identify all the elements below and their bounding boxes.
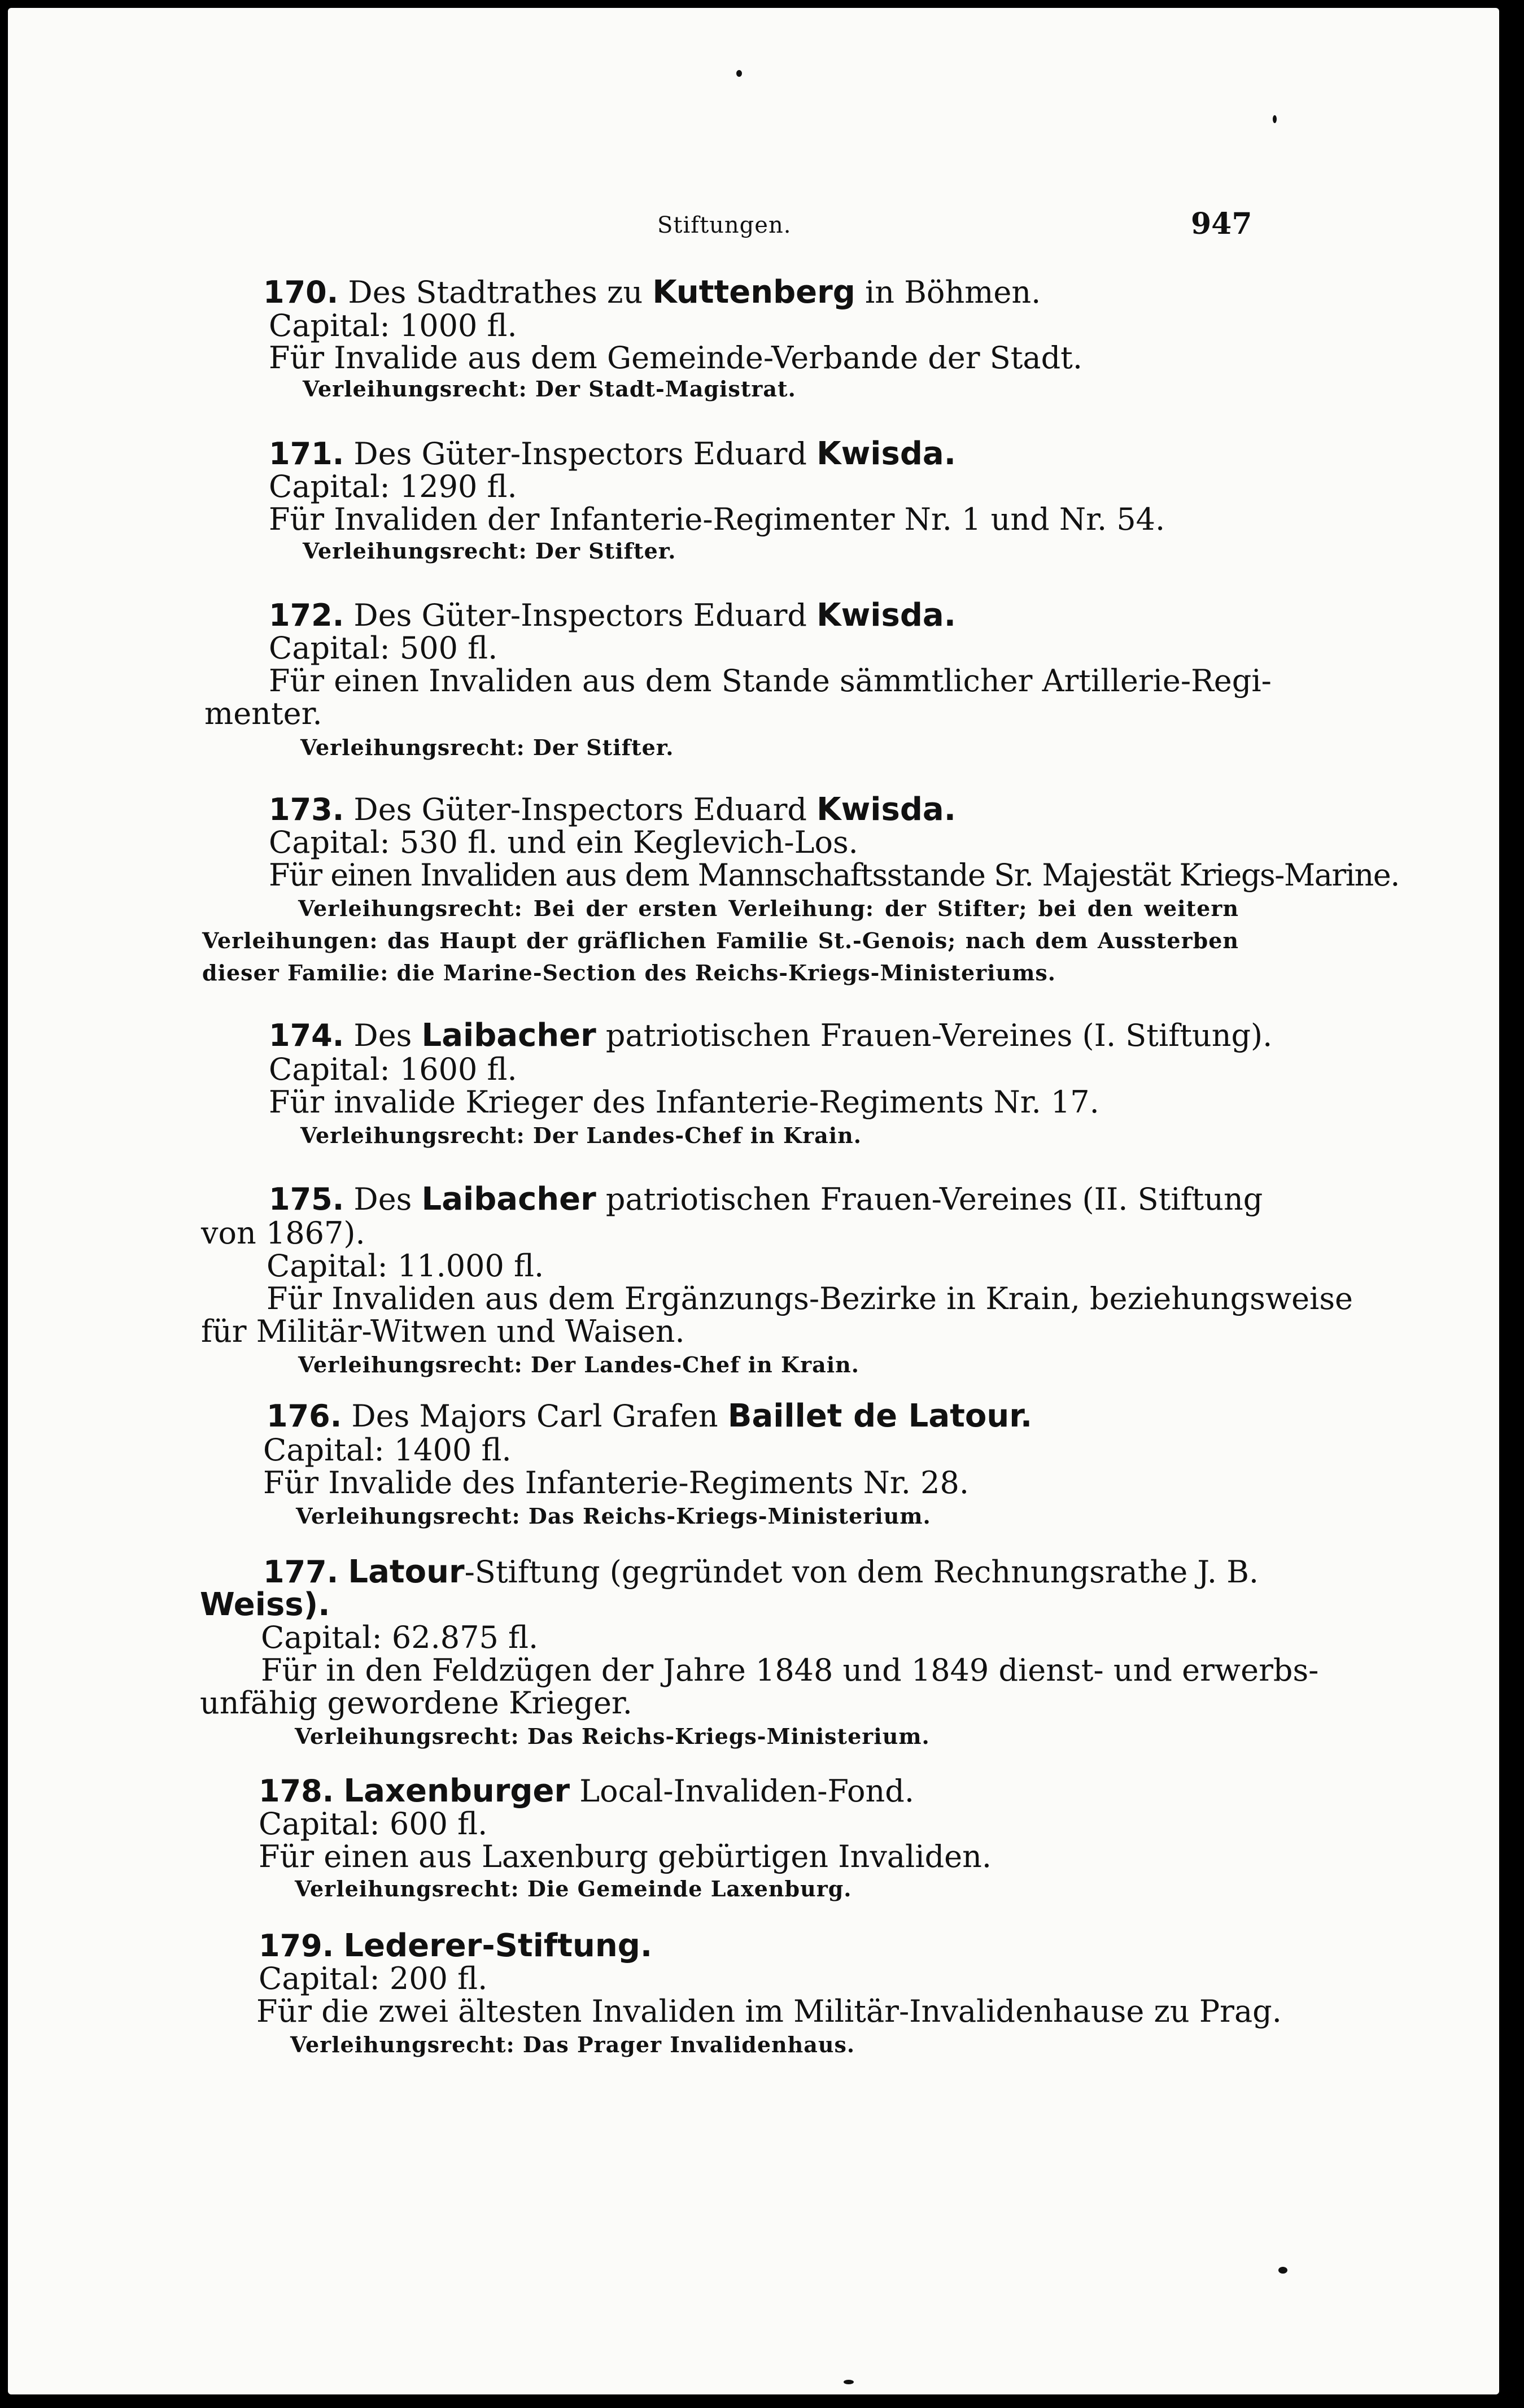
entry-name: Kwisda. <box>816 435 956 472</box>
entry-177-capital: Capital: 62.875 fl. <box>261 1620 539 1655</box>
entry-name: Laibacher <box>421 1017 596 1054</box>
entry-171-title <box>269 437 956 471</box>
entry-170-title <box>263 276 1041 309</box>
entry-175-purpose: Für Invaliden aus dem Ergänzungs-Bezirke in Krain, beziehungsweise <box>267 1281 1353 1316</box>
entry-173-right-cont: Verleihungen: das Haupt der gräflichen Familie St.-Genois; nach dem Aussterben <box>202 928 1239 953</box>
entry-175-title <box>269 1181 1263 1218</box>
entry-title-pre: Des Güter-Inspectors Eduard <box>353 597 807 633</box>
entry-179-right: Verleihungsrecht: Das Prager Invalidenhaus. <box>290 2032 855 2057</box>
entry-179-purpose: Für die zwei ältesten Invaliden im Militär-Invalidenhause zu Prag. <box>256 1993 1282 2029</box>
entry-172-purpose-cont: menter. <box>204 696 322 731</box>
entry-172-title <box>269 599 956 632</box>
entry-175-capital: Capital: 11.000 fl. <box>267 1248 544 1284</box>
entry-173-capital: Capital: 530 fl. und ein Keglevich-Los. <box>269 825 858 860</box>
scan-speck <box>844 2380 854 2384</box>
entry-title-pre: Des <box>353 1018 412 1053</box>
entry-175-right: Verleihungsrecht: Der Landes-Chef in Krain. <box>298 1352 860 1377</box>
entry-171-purpose: Für Invaliden der Infanterie-Regimenter Nr. 1 und Nr. 54. <box>269 501 1165 537</box>
entry-176-purpose: Für Invalide des Infanterie-Regiments Nr. 28. <box>263 1465 969 1500</box>
entry-177-purpose-cont: unfähig gewordene Krieger. <box>200 1685 632 1721</box>
entry-176-title <box>267 1399 1032 1433</box>
entry-title-post: -Stiftung (gegründet von dem Rechnungsrathe J. B. <box>464 1554 1259 1590</box>
entry-170-capital: Capital: 1000 fl. <box>269 308 517 343</box>
entry-173-right: Verleihungsrecht: Bei der ersten Verleihung: der Stifter; bei den weitern <box>298 896 1239 921</box>
entry-177-title <box>263 1554 1259 1590</box>
entry-number: 177. <box>263 1554 339 1590</box>
entry-177-purpose: Für in den Feldzügen der Jahre 1848 und 1849 dienst- und erwerbs- <box>261 1652 1319 1688</box>
entry-177-title-cont: Weiss). <box>200 1586 330 1623</box>
entry-title-post: patriotischen Frauen-Vereines (I. Stiftung). <box>605 1018 1273 1053</box>
entry-name: Kwisda. <box>816 597 956 634</box>
entry-name: Kuttenberg <box>652 274 855 311</box>
entry-178-right: Verleihungsrecht: Die Gemeinde Laxenburg. <box>295 1876 852 1901</box>
entry-title-pre: Des Majors Carl Grafen <box>351 1398 718 1434</box>
entry-title-post: in Böhmen. <box>865 274 1041 310</box>
entry-170-purpose: Für Invalide aus dem Gemeinde-Verbande der Stadt. <box>269 340 1083 376</box>
entry-173-right-cont2: dieser Familie: die Marine-Section des Reichs-Kriegs-Ministeriums. <box>202 960 1056 985</box>
entry-175-purpose-cont: für Militär-Witwen und Waisen. <box>201 1314 685 1349</box>
entry-176-right: Verleihungsrecht: Das Reichs-Kriegs-Ministerium. <box>296 1503 931 1529</box>
entry-171-right: Verleihungsrecht: Der Stifter. <box>303 538 676 564</box>
entry-name: Lederer-Stiftung. <box>343 1927 653 1964</box>
entry-171-capital: Capital: 1290 fl. <box>269 469 517 504</box>
entry-172-purpose: Für einen Invaliden aus dem Stande sämmtlicher Artillerie-Regi- <box>269 663 1272 699</box>
scanned-page <box>8 8 1499 2394</box>
entry-174-purpose: Für invalide Krieger des Infanterie-Regiments Nr. 17. <box>269 1084 1099 1120</box>
entry-number: 172. <box>269 597 344 633</box>
entry-174-right: Verleihungsrecht: Der Landes-Chef in Krain. <box>300 1123 862 1148</box>
entry-name: Latour <box>348 1554 465 1590</box>
entry-173-purpose: Für einen Invaliden aus dem Mannschaftsstande Sr. Majestät Kriegs-Marine. <box>269 857 1399 893</box>
entry-number: 171. <box>269 436 344 472</box>
entry-number: 176. <box>267 1398 342 1434</box>
scan-speck <box>1273 115 1277 123</box>
entry-number: 174. <box>269 1018 344 1053</box>
running-header: Stiftungen. <box>657 212 792 238</box>
entry-name: Kwisda. <box>816 791 956 828</box>
entry-name: Laxenburger <box>343 1773 570 1809</box>
page-number: 947 <box>1191 207 1252 241</box>
entry-174-capital: Capital: 1600 fl. <box>269 1052 517 1087</box>
entry-number: 179. <box>259 1928 334 1964</box>
entry-176-capital: Capital: 1400 fl. <box>263 1432 512 1468</box>
scan-speck <box>736 70 742 77</box>
entry-number: 170. <box>263 274 339 310</box>
entry-178-title <box>259 1774 914 1808</box>
entry-179-capital: Capital: 200 fl. <box>259 1961 488 1996</box>
entry-178-purpose: Für einen aus Laxenburg gebürtigen Invaliden. <box>259 1839 992 1874</box>
entry-170-right: Verleihungsrecht: Der Stadt-Magistrat. <box>303 376 796 402</box>
entry-number: 178. <box>259 1773 334 1809</box>
entry-172-capital: Capital: 500 fl. <box>269 630 498 666</box>
entry-number: 173. <box>269 792 344 827</box>
entry-name: Laibacher <box>421 1181 596 1218</box>
scan-speck <box>1278 2267 1287 2274</box>
entry-178-capital: Capital: 600 fl. <box>259 1806 488 1842</box>
entry-title-pre: Des Güter-Inspectors Eduard <box>353 792 807 827</box>
entry-172-right: Verleihungsrecht: Der Stifter. <box>300 735 674 760</box>
entry-name: Baillet de Latour. <box>727 1398 1033 1434</box>
entry-number: 175. <box>269 1181 344 1217</box>
entry-title-pre: Des Stadtrathes zu <box>348 274 643 310</box>
entry-175-title-cont: von 1867). <box>201 1215 365 1251</box>
entry-title-post: Local-Invaliden-Fond. <box>579 1773 915 1809</box>
entry-174-title <box>269 1019 1272 1053</box>
entry-173-title <box>269 793 956 827</box>
entry-177-right: Verleihungsrecht: Das Reichs-Kriegs-Ministerium. <box>295 1724 930 1749</box>
entry-179-title <box>259 1929 652 1963</box>
entry-title-pre: Des Güter-Inspectors Eduard <box>353 436 807 472</box>
entry-title-pre: Des <box>353 1181 412 1217</box>
entry-title-post: patriotischen Frauen-Vereines (II. Stiftung <box>605 1181 1263 1217</box>
